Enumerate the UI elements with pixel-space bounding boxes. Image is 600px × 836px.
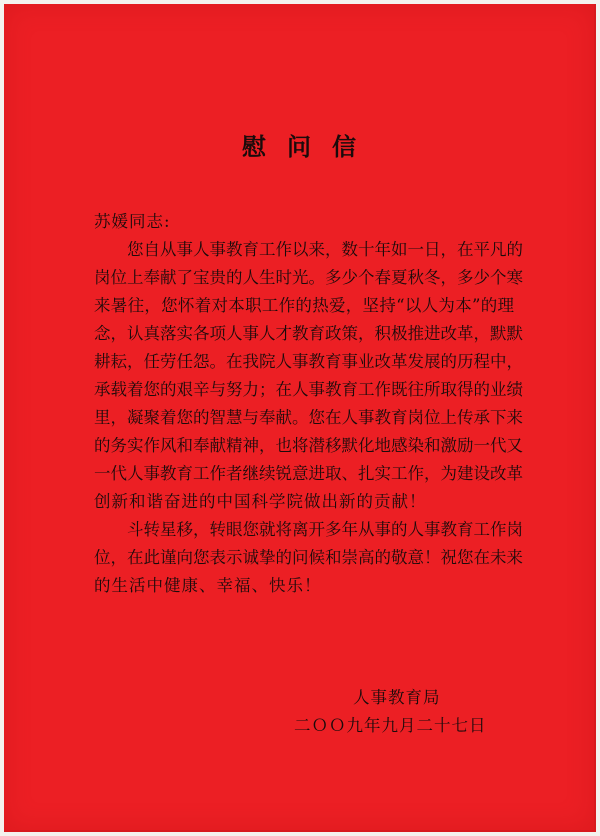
paragraph2-line: 斗转星移，转眼您就将离开多年从事的人事教育工作岗 <box>127 520 523 539</box>
paragraph1-line: 承载着您的艰辛与努力；在人事教育工作既往所取得的业绩 <box>94 380 523 399</box>
signature-date: 二ＯＯ九年九月二十七日 <box>294 716 487 735</box>
paragraph1-line: 岗位上奉献了宝贵的人生时光。多少个春夏秋冬，多少个寒 <box>94 268 523 287</box>
paragraph1-line: 的务实作风和奉献精神，也将潜移默化地感染和激励一代又 <box>94 436 523 455</box>
paragraph1-line: 来暑往，您怀着对本职工作的热爱，坚持“以人为本”的理 <box>94 296 514 315</box>
letter-sheet <box>4 4 596 832</box>
salutation: 苏媛同志: <box>94 212 171 231</box>
signature-organization: 人事教育局 <box>353 688 441 707</box>
paragraph1-line: 耕耘，任劳任怨。在我院人事教育事业改革发展的历程中， <box>94 352 523 371</box>
paragraph2-line: 位，在此谨向您表示诚挚的问候和崇高的敬意！祝您在未来 <box>94 548 523 567</box>
paragraph1-line: 您自从事人事教育工作以来，数十年如一日，在平凡的 <box>127 240 523 259</box>
paragraph1-line: 里，凝聚着您的智慧与奉献。您在人事教育岗位上传承下来 <box>94 408 523 427</box>
letter-title: 慰问信 <box>242 132 377 161</box>
paragraph2-line: 的生活中健康、幸福、快乐！ <box>94 576 322 595</box>
paragraph1-line: 念，认真落实各项人事人才教育政策，积极推进改革，默默 <box>94 324 523 343</box>
paragraph1-line: 创新和谐奋进的中国科学院做出新的贡献！ <box>94 492 427 511</box>
paragraph1-line: 一代人事教育工作者继续锐意进取、扎实工作，为建设改革 <box>94 464 523 483</box>
